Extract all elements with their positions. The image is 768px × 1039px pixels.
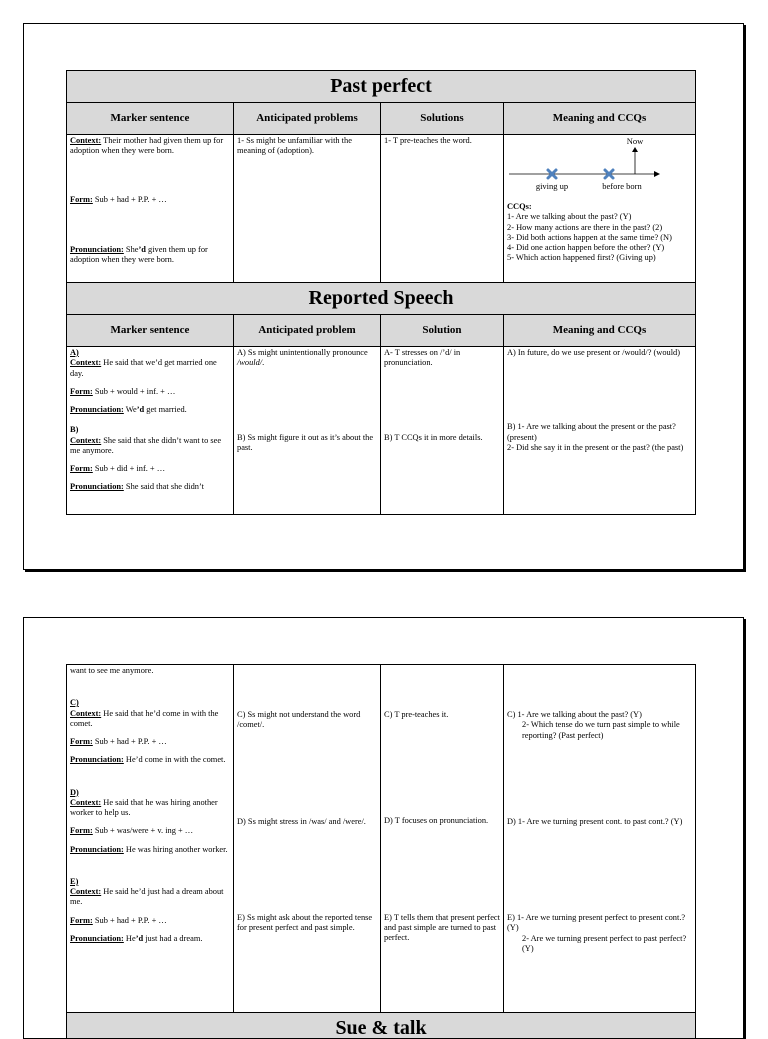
meaning-ccq-cell bbox=[504, 347, 696, 515]
context-label: Context: bbox=[70, 436, 101, 445]
context-text: He said that we’d get married one day. bbox=[70, 358, 217, 377]
form-label: Form: bbox=[70, 464, 93, 473]
pronunciation-label: Pronunciation: bbox=[70, 755, 124, 764]
solution-cell bbox=[381, 347, 504, 515]
problem-text: B) Ss might figure it out as it’s about the past. bbox=[237, 433, 377, 454]
solution-text: A- T stresses on /’d/ in pronunciation. bbox=[384, 348, 500, 369]
pronunciation-stress: ’d bbox=[138, 245, 145, 254]
solution-text: B) T CCQs it in more details. bbox=[384, 433, 500, 443]
continued-text: want to see me anymore. bbox=[70, 666, 230, 676]
solution-cell bbox=[381, 665, 504, 1013]
pronunciation-text: given them up for adoption when they were born. bbox=[70, 245, 208, 264]
column-header: Marker sentence bbox=[67, 315, 234, 347]
section-title-next: Sue & talk bbox=[67, 1013, 696, 1039]
ccq-item: 2- How many actions are there in the past? (2) bbox=[507, 223, 692, 233]
ccq-item: 2- Which tense do we turn past simple to while reporting? (Past perfect) bbox=[507, 720, 692, 741]
problem-text: E) Ss might ask about the reported tense for present perfect and past simple. bbox=[237, 913, 377, 934]
context-text: He said that he’d come in with the comet. bbox=[70, 709, 218, 728]
form-text: Sub + was/were + v. ing + … bbox=[93, 826, 193, 835]
item-letter: A) bbox=[70, 348, 79, 357]
pronunciation-label: Pronunciation: bbox=[70, 245, 124, 254]
ccq-title: CCQs: bbox=[507, 202, 532, 211]
section-title-reported-speech: Reported Speech bbox=[67, 283, 696, 315]
pronunciation-label: Pronunciation: bbox=[70, 934, 124, 943]
pronunciation-text: He was hiring another worker. bbox=[124, 845, 228, 854]
marker-sentence-cell bbox=[67, 347, 234, 515]
pronunciation-stress: ’d bbox=[136, 934, 143, 943]
form-label: Form: bbox=[70, 737, 93, 746]
column-header: Anticipated problems bbox=[234, 103, 381, 135]
context-label: Context: bbox=[70, 358, 101, 367]
ccq-item: E) 1- Are we turning present perfect to present cont.? (Y) bbox=[507, 913, 692, 934]
pronunciation-text: He bbox=[124, 934, 136, 943]
marker-sentence-cell bbox=[67, 665, 234, 1013]
ccq-item: 4- Did one action happen before the other? (Y) bbox=[507, 243, 692, 253]
timeline-now-label: Now bbox=[627, 136, 644, 146]
form-text: Sub + had + P.P. + … bbox=[93, 195, 167, 204]
problem-cell bbox=[234, 347, 381, 515]
problem-text: D) Ss might stress in /was/ and /were/. bbox=[237, 817, 377, 827]
ccq-item: D) 1- Are we turning present cont. to past cont.? (Y) bbox=[507, 817, 692, 827]
problem-cell: 1- Ss might be unfamiliar with the meaning of (adoption). bbox=[234, 135, 381, 283]
timeline-axis-arrow bbox=[654, 171, 660, 177]
pronunciation-text: She bbox=[124, 245, 139, 254]
document-page-2 bbox=[23, 617, 744, 1039]
lesson-table-page-2 bbox=[66, 664, 696, 1039]
column-header: Solution bbox=[381, 315, 504, 347]
pronunciation-label: Pronunciation: bbox=[70, 405, 124, 414]
pronunciation-label: Pronunciation: bbox=[70, 482, 124, 491]
form-text: Sub + had + P.P. + … bbox=[93, 916, 167, 925]
context-label: Context: bbox=[70, 709, 101, 718]
form-text: Sub + would + inf. + … bbox=[93, 387, 176, 396]
form-text: Sub + did + inf. + … bbox=[93, 464, 165, 473]
ccq-item: 3- Did both actions happen at the same time? (N) bbox=[507, 233, 692, 243]
timeline-label-before-born: before born bbox=[602, 181, 642, 191]
timeline-now-arrow bbox=[632, 147, 638, 152]
ccq-item: 2- Did she say it in the present or the past? (the past) bbox=[507, 443, 692, 453]
solution-text: C) T pre-teaches it. bbox=[384, 710, 500, 720]
pronunciation-text: We bbox=[124, 405, 137, 414]
context-text: She said that she didn’t want to see me anymore. bbox=[70, 436, 221, 455]
problem-text: A) Ss might unintentionally pronounce bbox=[237, 348, 368, 357]
ccq-item: 5- Which action happened first? (Giving up) bbox=[507, 253, 692, 263]
column-header: Anticipated problem bbox=[234, 315, 381, 347]
column-header: Marker sentence bbox=[67, 103, 234, 135]
item-letter: B) bbox=[70, 425, 78, 434]
pronunciation-text: get married. bbox=[144, 405, 187, 414]
context-label: Context: bbox=[70, 136, 101, 145]
problem-cell bbox=[234, 665, 381, 1013]
problem-text: . bbox=[262, 358, 264, 367]
pronunciation-text: She said that she didn’t bbox=[124, 482, 204, 491]
column-header: Solutions bbox=[381, 103, 504, 135]
pronunciation-label: Pronunciation: bbox=[70, 845, 124, 854]
timeline-diagram bbox=[507, 136, 693, 202]
solution-cell: 1- T pre-teaches the word. bbox=[381, 135, 504, 283]
meaning-ccq-cell bbox=[504, 665, 696, 1013]
solution-text: E) T tells them that present perfect and past simple are turned to past perfect. bbox=[384, 913, 500, 944]
context-text: He said that he was hiring another worker to help us. bbox=[70, 798, 218, 817]
column-header: Meaning and CCQs bbox=[504, 315, 696, 347]
section-title-past-perfect: Past perfect bbox=[67, 71, 696, 103]
context-text: Their mother had given them up for adoption when they were born. bbox=[70, 136, 223, 155]
context-label: Context: bbox=[70, 798, 101, 807]
item-letter: D) bbox=[70, 788, 79, 797]
ccq-item: 1- Are we talking about the past? (Y) bbox=[507, 212, 692, 222]
ccq-item: 2- Are we turning present perfect to past perfect? (Y) bbox=[507, 934, 692, 955]
pronunciation-stress: ’d bbox=[137, 405, 144, 414]
lesson-table-page-1 bbox=[66, 70, 696, 515]
form-label: Form: bbox=[70, 195, 93, 204]
ccq-item: A) In future, do we use present or /would/? (would) bbox=[507, 348, 692, 358]
form-label: Form: bbox=[70, 387, 93, 396]
form-label: Form: bbox=[70, 826, 93, 835]
pronunciation-text: He’d come in with the comet. bbox=[124, 755, 226, 764]
ccq-item: B) 1- Are we talking about the present or the past? (present) bbox=[507, 422, 692, 443]
context-text: He said he’d just had a dream about me. bbox=[70, 887, 224, 906]
problem-text: C) Ss might not understand the word /comet/. bbox=[237, 710, 377, 731]
marker-sentence-cell bbox=[67, 135, 234, 283]
item-letter: E) bbox=[70, 877, 78, 886]
pronunciation-text: just had a dream. bbox=[143, 934, 202, 943]
meaning-ccq-cell bbox=[504, 135, 696, 283]
problem-emphasis: /would/ bbox=[237, 358, 262, 367]
form-text: Sub + had + P.P. + … bbox=[93, 737, 167, 746]
document-page-1 bbox=[23, 23, 744, 570]
context-label: Context: bbox=[70, 887, 101, 896]
timeline-label-giving-up: giving up bbox=[536, 181, 568, 191]
form-label: Form: bbox=[70, 916, 93, 925]
item-letter: C) bbox=[70, 698, 79, 707]
column-header: Meaning and CCQs bbox=[504, 103, 696, 135]
solution-text: D) T focuses on pronunciation. bbox=[384, 816, 500, 826]
ccq-item: C) 1- Are we talking about the past? (Y) bbox=[507, 710, 692, 720]
